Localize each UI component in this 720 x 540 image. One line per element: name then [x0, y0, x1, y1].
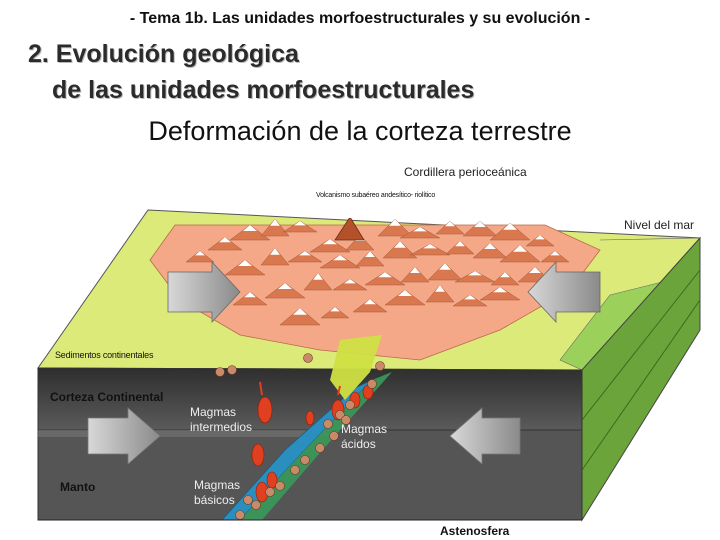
label-intermediate-magmas-line2: intermedios	[190, 420, 253, 434]
magma-blob	[258, 397, 272, 423]
magma-droplet	[216, 368, 225, 377]
magma-droplet	[301, 456, 310, 465]
label-basic-magmas	[194, 478, 240, 508]
label-mantle: Manto	[60, 480, 96, 494]
label-basic-magmas-line2: básicos	[194, 493, 235, 507]
label-sedimentos: Sedimentos continentales	[55, 350, 154, 360]
magma-droplet	[228, 366, 237, 375]
magma-droplet	[266, 488, 275, 497]
magma-droplet	[244, 496, 253, 505]
magma-droplet	[368, 380, 377, 389]
magma-blob	[306, 411, 314, 425]
magma-droplet	[304, 354, 313, 363]
magma-droplet	[236, 511, 245, 520]
magma-droplet	[330, 432, 339, 441]
mountain-snow-cap	[474, 221, 486, 227]
mountain-snow-cap	[445, 221, 455, 226]
label-asthenosphere: Astenosfera	[440, 524, 510, 538]
label-acid-magmas-line1: Magmas	[341, 422, 388, 436]
label-basic-magmas-line1: Magmas	[194, 478, 241, 492]
slide-subtitle: Deformación de la corteza terrestre	[148, 116, 572, 146]
section-title-line-2: de las unidades morfoestructurales	[52, 76, 475, 104]
label-volcanismo: Volcanismo subaéreo andesítico- riolítico	[316, 192, 436, 199]
label-continental-crust: Corteza Continental	[50, 390, 164, 404]
magma-droplet	[252, 501, 261, 510]
section-title-line-1: 2. Evolución geológica	[28, 40, 299, 68]
magma-droplet	[376, 362, 385, 371]
magma-droplet	[276, 482, 285, 491]
label-acid-magmas	[341, 422, 387, 452]
label-acid-magmas-line2: ácidos	[341, 437, 376, 451]
magma-droplet	[324, 420, 333, 429]
topic-header: - Tema 1b. Las unidades morfoestructurales y su evolución -	[129, 10, 591, 27]
label-cordillera: Cordillera perioceánica	[404, 165, 527, 179]
label-intermediate-magmas-line1: Magmas	[190, 405, 237, 419]
crust-deformation-block-diagram	[0, 155, 720, 540]
magma-droplet	[346, 401, 355, 410]
label-sea-level: Nivel del mar	[624, 218, 695, 232]
label-intermediate-magmas	[190, 405, 252, 435]
magma-droplet	[316, 444, 325, 453]
magma-blob	[252, 444, 264, 466]
magma-droplet	[291, 466, 300, 475]
